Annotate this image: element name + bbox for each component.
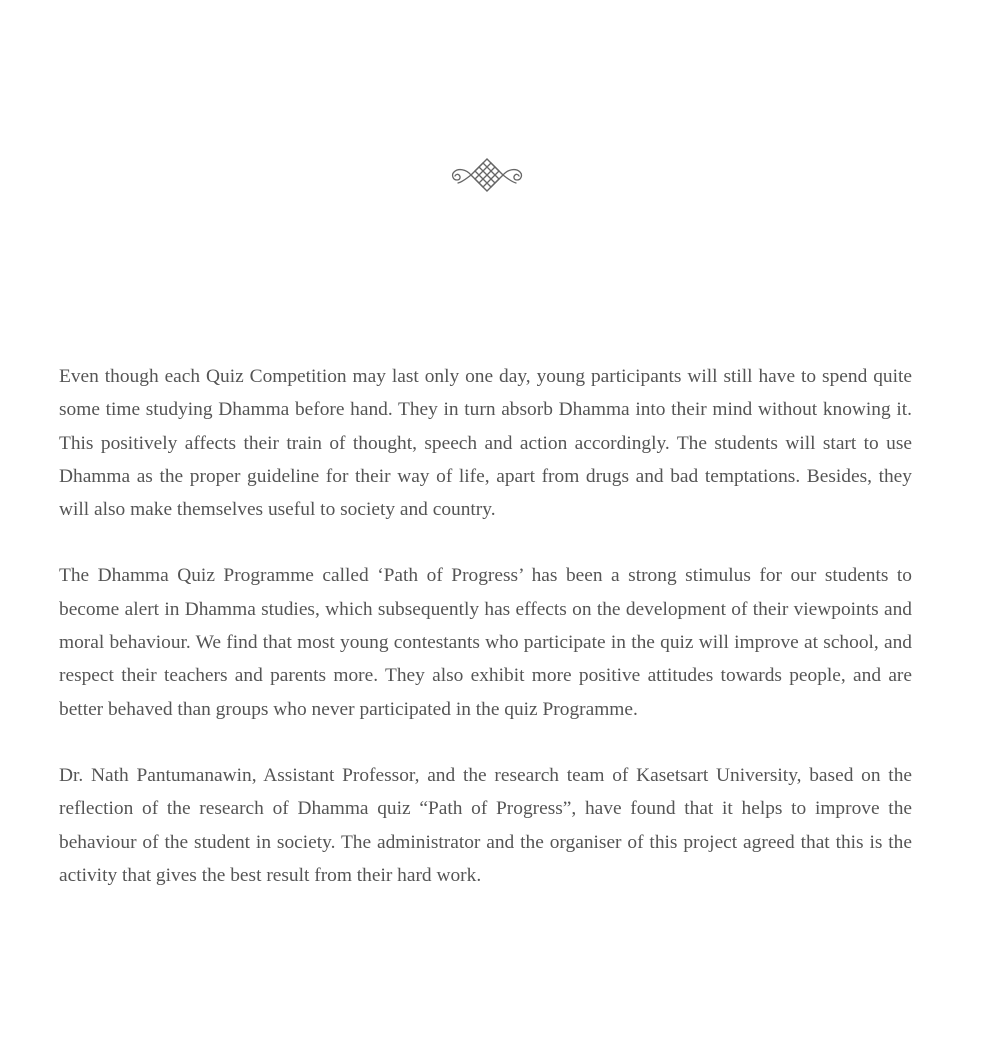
paragraph-quiz-competition: Even though each Quiz Competition may last only one day, young participants will still have to spend quite some time studying Dhamma before hand. They in turn absorb Dhamma into their mind without knowing it. This positively affects their train of thought, speech and action accordingly. The students will start to use Dhamma as the proper guideline for their way of life, apart from drugs and bad temptations. Besides, they will also make themselves useful to society and country. xyxy=(59,366,912,521)
paragraph-path-of-progress: The Dhamma Quiz Programme called ‘Path of Progress’ has been a strong stimulus for our students to become alert in Dhamma studies, which subsequently has effects on the development of their viewpoints and moral behaviour. We find that most young contestants who participate in the quiz will improve at school, and respect their teachers and parents more. They also exhibit more positive attitudes towards people, and are better behaved than groups who never participated in the quiz Programme. xyxy=(59,565,912,720)
decorative-knot-flourish-icon xyxy=(448,155,526,197)
body-text xyxy=(59,360,912,892)
paragraph-research-findings: Dr. Nath Pantumanawin, Assistant Professor, and the research team of Kasetsart University, based on the reflection of the research of Dhamma quiz “Path of Progress”, have found that it helps to improve the behaviour of the student in society. The administrator and the organiser of this project agreed that this is the activity that gives the best result from their hard work. xyxy=(59,764,912,886)
